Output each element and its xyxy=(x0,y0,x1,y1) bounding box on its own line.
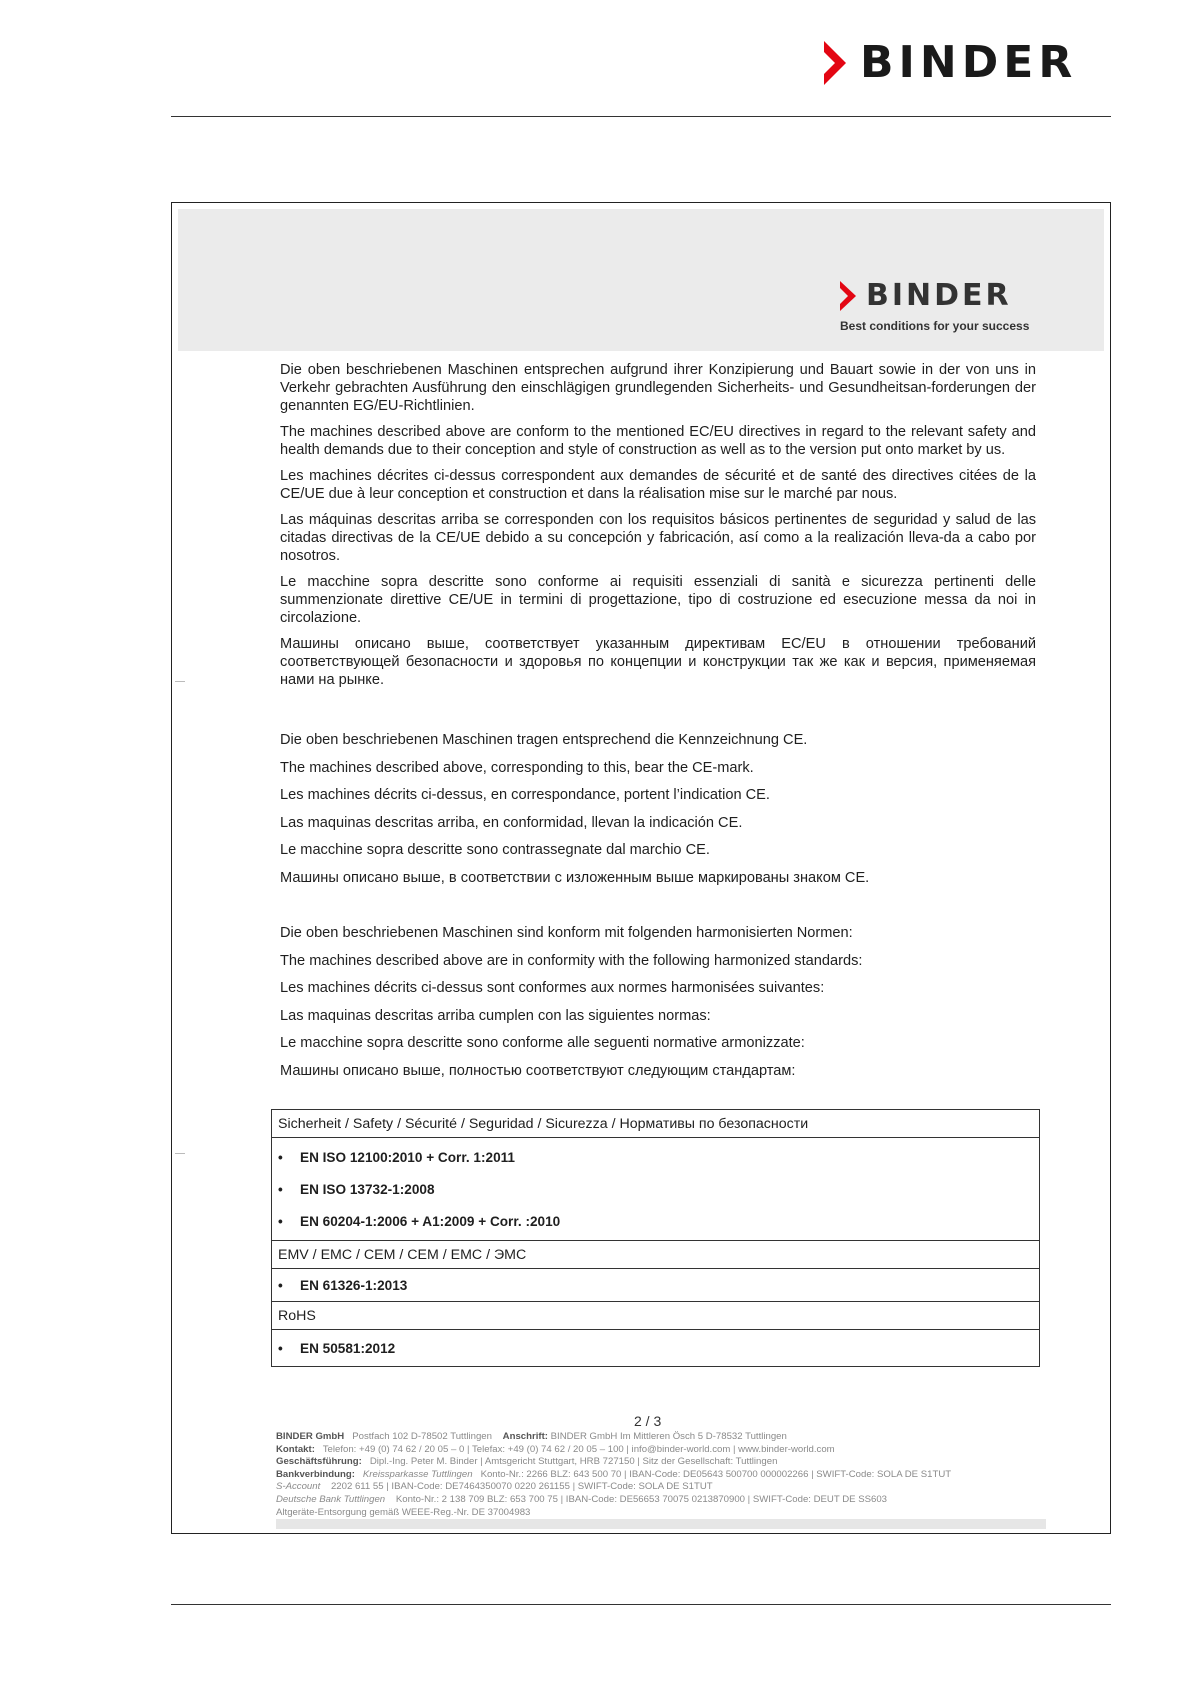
footer-line-bank-2: S-Account 2202 611 55 | IBAN-Code: DE7464350070 0220 261155 | SWIFT-Code: SOLA DE S1TUT xyxy=(276,1481,713,1493)
scanned-document xyxy=(171,202,1111,1534)
scan-bottom-band xyxy=(276,1519,1046,1529)
header-divider xyxy=(171,116,1111,117)
standard-code: EN 50581:2012 xyxy=(300,1340,396,1356)
company-footer xyxy=(276,1431,1036,1519)
page-number: 2 / 3 xyxy=(634,1413,662,1429)
paragraph-fr: Les machines décrites ci-dessus correspondent aux demandes de sécurité et de santé des directives citées de la CE/UE due à leur conception et construction et dans la réalisation mise sur le marché par nous. xyxy=(280,468,1036,502)
logo-wordmark: BINDER xyxy=(860,37,1078,88)
standard-item xyxy=(272,1205,1039,1237)
ce-line-de: Die oben beschriebenen Maschinen tragen entsprechend die Kennzeichnung CE. xyxy=(280,732,808,748)
scan-logo-wordmark: BINDER xyxy=(866,278,1012,313)
ce-line-it: Le macchine sopra descritte sono contrassegnate dal marchio CE. xyxy=(280,842,710,858)
standards-line-es: Las maquinas descritas arriba cumplen con las siguientes normas: xyxy=(280,1007,711,1024)
footer-divider xyxy=(171,1604,1111,1605)
binder-logo xyxy=(824,38,1077,88)
scan-tagline: Best conditions for your success xyxy=(840,319,1030,333)
binder-arrow-icon xyxy=(840,281,856,311)
safety-heading: Sicherheit / Safety / Sécurité / Seguridad / Sicurezza / Нормативы по безопасности xyxy=(272,1110,1039,1138)
standard-code: EN 61326-1:2013 xyxy=(300,1277,408,1293)
standard-item xyxy=(272,1269,1039,1302)
standard-code: EN 60204-1:2006 + A1:2009 + Corr. :2010 xyxy=(300,1213,561,1229)
paragraph-it: Le macchine sopra descritte sono conforme ai requisiti essenziali di sanità e sicurezza pertinenti delle summenzionate direttive CE/UE in termini di progettazione, tipo di costruzione ed esecuzione messa da noi in circolazione. xyxy=(280,574,1036,626)
ce-line-ru: Машины описано выше, в соответствии с изложенным выше маркированы знаком CE. xyxy=(280,869,870,886)
standard-code: EN ISO 13732-1:2008 xyxy=(300,1181,435,1197)
scan-margin-mark xyxy=(175,1153,185,1154)
bullet: • xyxy=(278,1149,283,1165)
ce-line-en: The machines described above, corresponding to this, bear the CE-mark. xyxy=(280,759,754,776)
standards-table xyxy=(271,1109,1040,1367)
standards-line-ru: Машины описано выше, полностью соответствуют следующим стандартам: xyxy=(280,1062,796,1079)
emc-heading: EMV / EMC / CEM / CEM / EMC / ЭМС xyxy=(272,1241,1039,1269)
paragraph-es: Las máquinas descritas arriba se corresponden con los requisitos básicos pertinentes de seguridad y salud de las citadas directivas de la CE/UE debido a su concepción y fabricación, así como a la realización lleva-da a cabo por nosotros. xyxy=(280,512,1036,564)
bullet: • xyxy=(278,1340,283,1356)
footer-line-company: BINDER GmbH Postfach 102 D-78502 Tuttlingen Anschrift: BINDER GmbH Im Mittleren Ösch 5 D-78532 Tuttlingen xyxy=(276,1431,787,1442)
rohs-heading: RoHS xyxy=(272,1302,1039,1330)
scan-margin-mark xyxy=(175,681,185,682)
standard-code: EN ISO 12100:2010 + Corr. 1:2011 xyxy=(300,1149,515,1165)
footer-line-weee: Altgeräte-Entsorgung gemäß WEEE-Reg.-Nr. DE 37004983 xyxy=(276,1506,531,1518)
paragraph-en: The machines described above are conform to the mentioned EC/EU directives in regard to the relevant safety and health demands due to their conception and style of construction as well as to the version put onto market by us. xyxy=(280,424,1036,458)
standards-line-de: Die oben beschriebenen Maschinen sind konform mit folgenden harmonisierten Normen: xyxy=(280,925,853,941)
footer-line-bank-1: Bankverbindung: Kreissparkasse Tuttlingen Konto-Nr.: 2266 BLZ: 643 500 70 | IBAN-Code: DE05643 500700 000002266 | SWIFT-Code: SOLA DE S1TUT xyxy=(276,1468,952,1480)
declaration-text xyxy=(280,361,1036,1085)
standards-line-en: The machines described above are in conformity with the following harmonized standards: xyxy=(280,952,863,969)
safety-standards xyxy=(272,1138,1039,1241)
paragraph-de: Die oben beschriebenen Maschinen entsprechen aufgrund ihrer Konzipierung und Bauart sowie in der von uns in Verkehr gebrachten Ausführung den einschlägigen grundlegenden Sicherheits- und Gesundheitsan-forderungen der genannten EG/EU-Richtlinien. xyxy=(280,362,1036,414)
bullet: • xyxy=(278,1181,283,1197)
ce-line-es: Las maquinas descritas arriba, en conformidad, llevan la indicación CE. xyxy=(280,814,743,831)
standards-line-it: Le macchine sopra descritte sono conforme alle seguenti normative armonizzate: xyxy=(280,1035,805,1051)
ce-line-fr: Les machines décrits ci-dessus, en correspondance, portent l’indication CE. xyxy=(280,787,770,803)
standard-item xyxy=(272,1141,1039,1173)
footer-line-management: Geschäftsführung: Dipl.-Ing. Peter M. Binder | Amtsgericht Stuttgart, HRB 727150 | Sitz der Gesellschaft: Tuttlingen xyxy=(276,1456,778,1468)
paragraph-ru: Машины описано выше, соответствует указанным директивам EC/EU в отношении требований соответствующей безопасности и здоровья по концепции и конструкции так же как и версия, применяемая нами на рынке. xyxy=(280,636,1036,688)
footer-line-contact: Kontakt: Telefon: +49 (0) 74 62 / 20 05 – 0 | Telefax: +49 (0) 74 62 / 20 05 – 100 | info@binder-world.com | www.binder-world.com xyxy=(276,1443,835,1455)
standard-item xyxy=(272,1173,1039,1205)
standards-line-fr: Les machines décrits ci-dessus sont conformes aux normes harmonisées suivantes: xyxy=(280,980,825,996)
bullet: • xyxy=(278,1213,283,1229)
bullet: • xyxy=(278,1277,283,1293)
footer-line-bank-3: Deutsche Bank Tuttlingen Konto-Nr.: 2 138 709 BLZ: 653 700 75 | IBAN-Code: DE56653 70075 0213870900 | SWIFT-Code: DEUT DE SS603 xyxy=(276,1493,888,1505)
scan-binder-logo xyxy=(840,278,1012,313)
binder-arrow-icon xyxy=(824,41,846,85)
standard-item xyxy=(272,1330,1039,1366)
